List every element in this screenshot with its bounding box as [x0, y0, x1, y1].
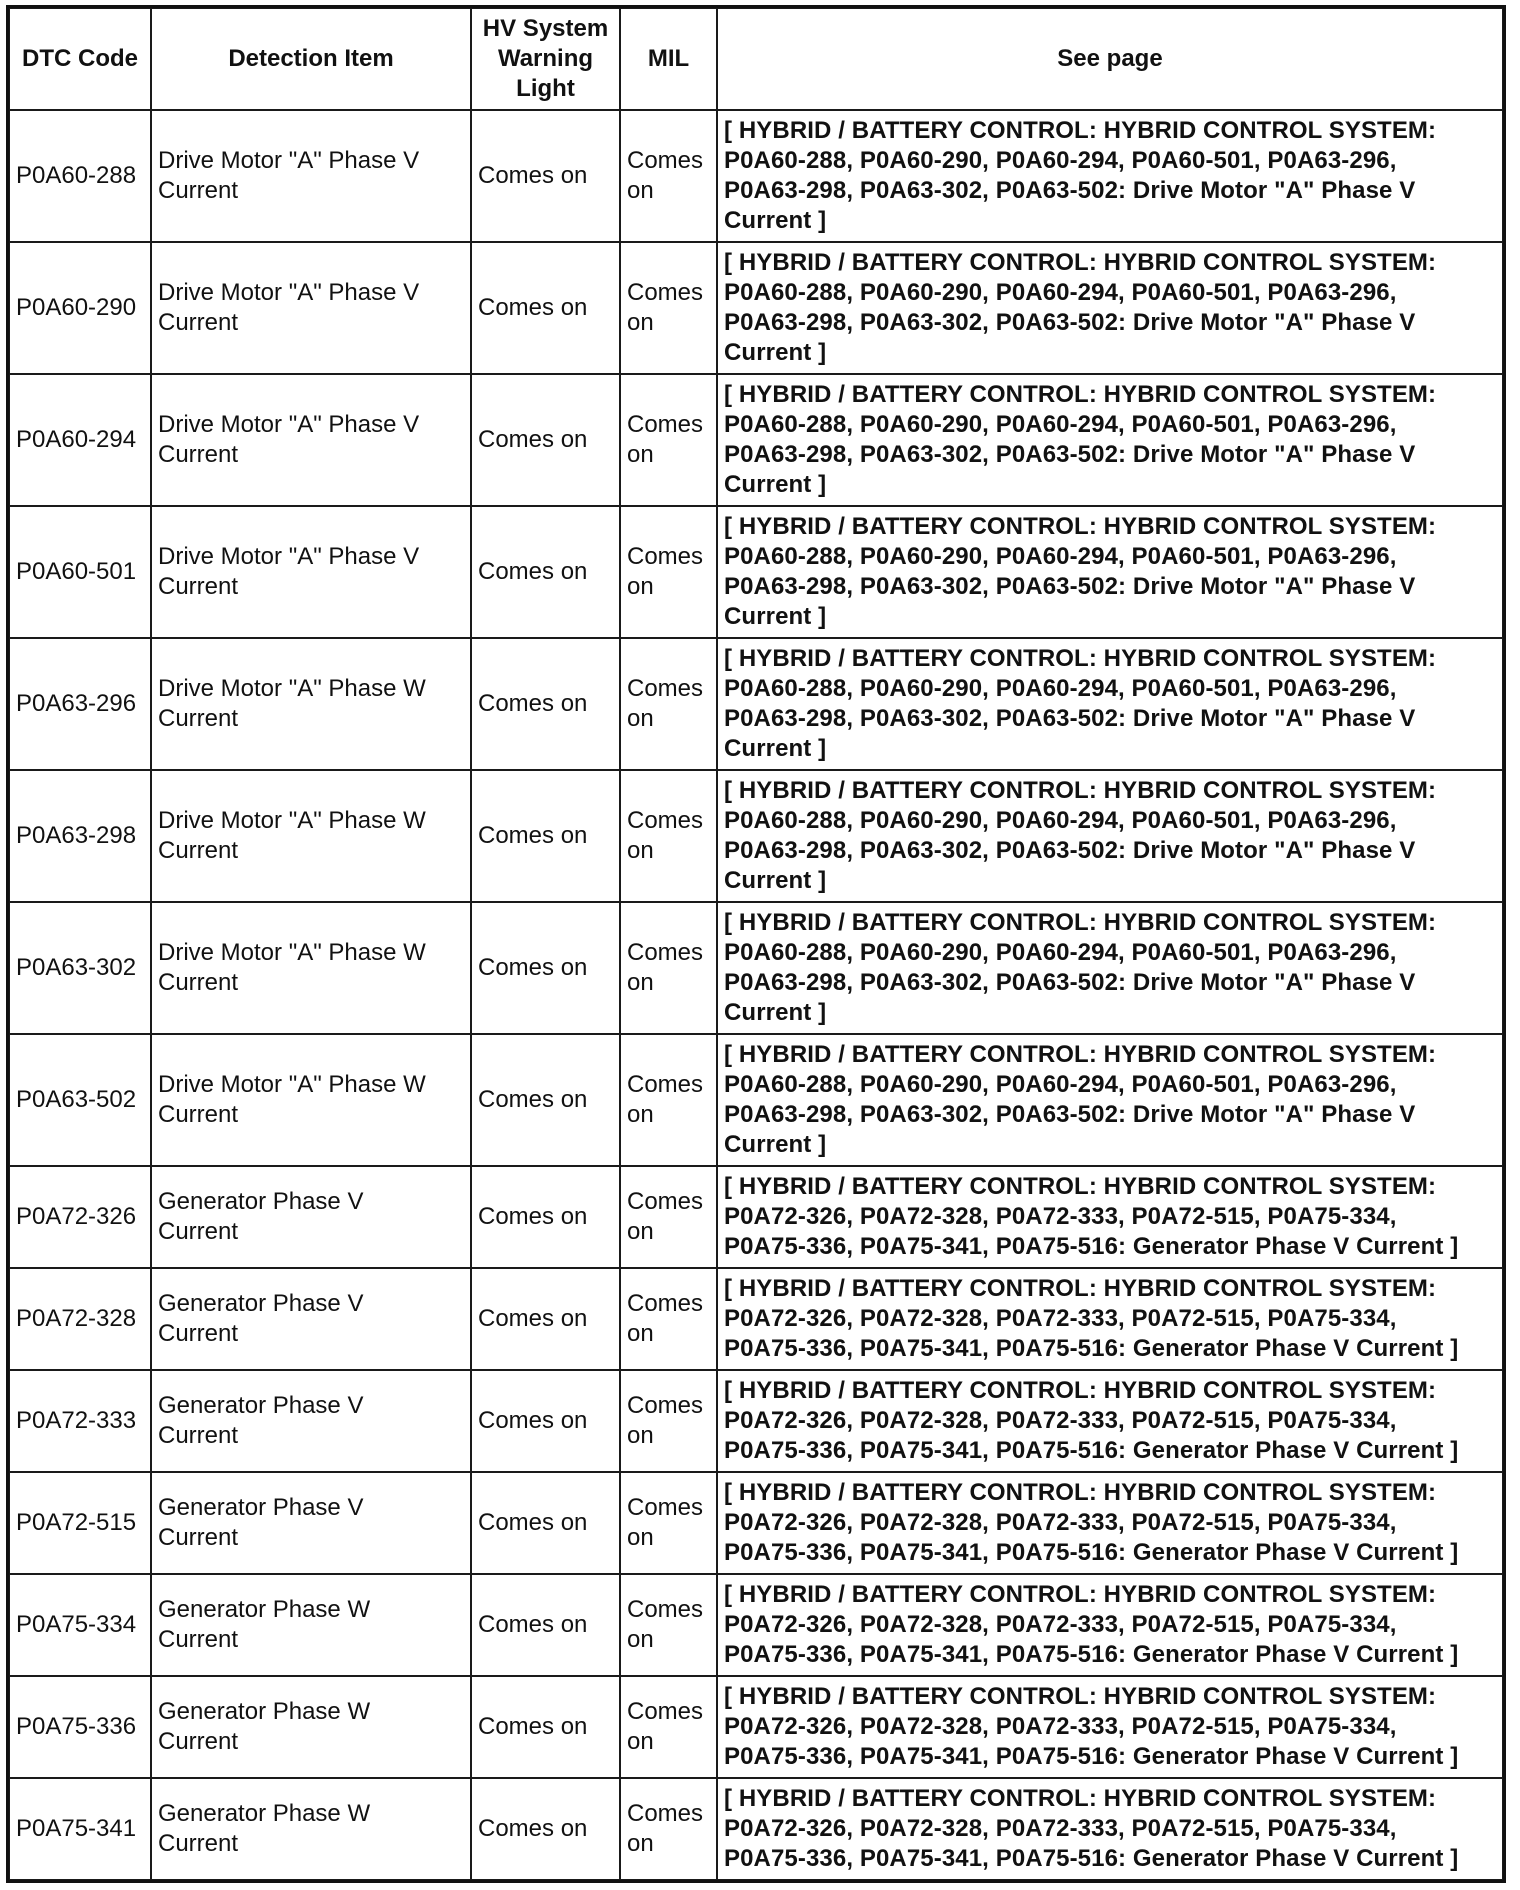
- see-page-reference[interactable]: [717, 1034, 1503, 1166]
- table-header: [9, 8, 1503, 110]
- reference-line: P0A72-326, P0A72-328, P0A72-333, P0A72-515, P0A75-334,: [724, 1407, 1397, 1434]
- dtc-code-cell: P0A72-328: [9, 1268, 151, 1370]
- see-page-reference[interactable]: [717, 1268, 1503, 1370]
- see-page-reference[interactable]: [717, 638, 1503, 770]
- mil-line: on: [627, 1524, 654, 1551]
- see-page-reference[interactable]: [717, 1166, 1503, 1268]
- detection-item-line: Drive Motor "A" Phase V: [158, 279, 420, 306]
- mil-cell: [620, 1034, 717, 1166]
- header-hv-warning-light: [471, 8, 620, 110]
- reference-line: [ HYBRID / BATTERY CONTROL: HYBRID CONTROL SYSTEM:: [724, 1581, 1437, 1608]
- reference-line: P0A75-336, P0A75-341, P0A75-516: Generator Phase V Current ]: [724, 1743, 1459, 1770]
- detection-item-line: Generator Phase W: [158, 1800, 371, 1827]
- mil-line: Comes: [627, 1800, 704, 1827]
- mil-line: Comes: [627, 1290, 704, 1317]
- see-page-reference[interactable]: [717, 242, 1503, 374]
- reference-line: P0A60-288, P0A60-290, P0A60-294, P0A60-501, P0A63-296,: [724, 147, 1397, 174]
- detection-item-cell: [151, 374, 471, 506]
- table-row: [9, 1268, 1503, 1370]
- table-row: [9, 770, 1503, 902]
- mil-cell: [620, 1472, 717, 1574]
- detection-item-cell: [151, 1472, 471, 1574]
- mil-line: Comes: [627, 807, 704, 834]
- reference-line: P0A63-298, P0A63-302, P0A63-502: Drive Motor "A" Phase V: [724, 441, 1416, 468]
- reference-line: P0A63-298, P0A63-302, P0A63-502: Drive Motor "A" Phase V: [724, 969, 1416, 996]
- dtc-code-cell: P0A72-333: [9, 1370, 151, 1472]
- dtc-code-cell: P0A75-341: [9, 1778, 151, 1880]
- mil-line: Comes: [627, 1698, 704, 1725]
- detection-item-cell: [151, 1034, 471, 1166]
- header-see-page: See page: [717, 8, 1503, 110]
- mil-line: Comes: [627, 411, 704, 438]
- reference-line: Current ]: [724, 1131, 827, 1158]
- hv-warning-cell: Comes on: [471, 110, 620, 242]
- mil-line: Comes: [627, 939, 704, 966]
- reference-line: Current ]: [724, 999, 827, 1026]
- hv-warning-cell: Comes on: [471, 1778, 620, 1880]
- hv-warning-cell: Comes on: [471, 1574, 620, 1676]
- detection-item-cell: [151, 110, 471, 242]
- detection-item-line: Current: [158, 1422, 239, 1449]
- detection-item-line: Generator Phase V: [158, 1188, 364, 1215]
- mil-cell: [620, 1370, 717, 1472]
- mil-line: Comes: [627, 1596, 704, 1623]
- see-page-reference[interactable]: [717, 1574, 1503, 1676]
- detection-item-line: Current: [158, 177, 239, 204]
- reference-line: [ HYBRID / BATTERY CONTROL: HYBRID CONTROL SYSTEM:: [724, 777, 1437, 804]
- dtc-code-cell: P0A63-296: [9, 638, 151, 770]
- reference-line: P0A63-298, P0A63-302, P0A63-502: Drive Motor "A" Phase V: [724, 573, 1416, 600]
- mil-line: on: [627, 1320, 654, 1347]
- mil-cell: [620, 1166, 717, 1268]
- mil-line: on: [627, 309, 654, 336]
- detection-item-line: Drive Motor "A" Phase V: [158, 411, 420, 438]
- header-row: [9, 8, 1503, 110]
- hv-warning-cell: Comes on: [471, 242, 620, 374]
- dtc-code-cell: P0A63-502: [9, 1034, 151, 1166]
- table-row: [9, 638, 1503, 770]
- detection-item-line: Current: [158, 705, 239, 732]
- see-page-reference[interactable]: [717, 1778, 1503, 1880]
- see-page-reference[interactable]: [717, 374, 1503, 506]
- mil-line: Comes: [627, 279, 704, 306]
- hv-warning-cell: Comes on: [471, 638, 620, 770]
- dtc-code-cell: P0A60-288: [9, 110, 151, 242]
- reference-line: P0A72-326, P0A72-328, P0A72-333, P0A72-515, P0A75-334,: [724, 1305, 1397, 1332]
- mil-cell: [620, 1676, 717, 1778]
- reference-line: P0A72-326, P0A72-328, P0A72-333, P0A72-515, P0A75-334,: [724, 1815, 1397, 1842]
- reference-line: Current ]: [724, 867, 827, 894]
- mil-line: on: [627, 837, 654, 864]
- mil-line: on: [627, 177, 654, 204]
- mil-line: on: [627, 705, 654, 732]
- hv-warning-cell: Comes on: [471, 506, 620, 638]
- mil-line: on: [627, 573, 654, 600]
- detection-item-line: Generator Phase W: [158, 1698, 371, 1725]
- reference-line: P0A72-326, P0A72-328, P0A72-333, P0A72-515, P0A75-334,: [724, 1509, 1397, 1536]
- mil-cell: [620, 242, 717, 374]
- mil-cell: [620, 1778, 717, 1880]
- dtc-code-cell: P0A72-326: [9, 1166, 151, 1268]
- reference-line: [ HYBRID / BATTERY CONTROL: HYBRID CONTROL SYSTEM:: [724, 909, 1437, 936]
- mil-cell: [620, 638, 717, 770]
- detection-item-line: Generator Phase V: [158, 1392, 364, 1419]
- mil-line: on: [627, 1422, 654, 1449]
- reference-line: P0A75-336, P0A75-341, P0A75-516: Generator Phase V Current ]: [724, 1641, 1459, 1668]
- see-page-reference[interactable]: [717, 1676, 1503, 1778]
- reference-line: Current ]: [724, 339, 827, 366]
- mil-line: on: [627, 1830, 654, 1857]
- detection-item-cell: [151, 506, 471, 638]
- table-row: [9, 1034, 1503, 1166]
- detection-item-cell: [151, 1574, 471, 1676]
- mil-line: Comes: [627, 1494, 704, 1521]
- detection-item-line: Current: [158, 969, 239, 996]
- reference-line: Current ]: [724, 207, 827, 234]
- reference-line: [ HYBRID / BATTERY CONTROL: HYBRID CONTROL SYSTEM:: [724, 1683, 1437, 1710]
- see-page-reference[interactable]: [717, 110, 1503, 242]
- reference-line: P0A63-298, P0A63-302, P0A63-502: Drive Motor "A" Phase V: [724, 177, 1416, 204]
- reference-line: P0A60-288, P0A60-290, P0A60-294, P0A60-501, P0A63-296,: [724, 675, 1397, 702]
- detection-item-cell: [151, 1370, 471, 1472]
- detection-item-line: Current: [158, 1830, 239, 1857]
- header-dtc-code: DTC Code: [9, 8, 151, 110]
- header-hv-line-3: Light: [516, 75, 575, 102]
- hv-warning-cell: Comes on: [471, 1676, 620, 1778]
- table-body: [9, 110, 1503, 1880]
- table-row: [9, 110, 1503, 242]
- hv-warning-cell: Comes on: [471, 1034, 620, 1166]
- table-row: [9, 1778, 1503, 1880]
- detection-item-line: Current: [158, 1626, 239, 1653]
- reference-line: [ HYBRID / BATTERY CONTROL: HYBRID CONTROL SYSTEM:: [724, 117, 1437, 144]
- mil-cell: [620, 770, 717, 902]
- table-row: [9, 1370, 1503, 1472]
- reference-line: [ HYBRID / BATTERY CONTROL: HYBRID CONTROL SYSTEM:: [724, 1377, 1437, 1404]
- hv-warning-cell: Comes on: [471, 1166, 620, 1268]
- detection-item-line: Drive Motor "A" Phase V: [158, 543, 420, 570]
- reference-line: [ HYBRID / BATTERY CONTROL: HYBRID CONTROL SYSTEM:: [724, 381, 1437, 408]
- table-row: [9, 1574, 1503, 1676]
- reference-line: [ HYBRID / BATTERY CONTROL: HYBRID CONTROL SYSTEM:: [724, 513, 1437, 540]
- reference-line: [ HYBRID / BATTERY CONTROL: HYBRID CONTROL SYSTEM:: [724, 1785, 1437, 1812]
- see-page-reference[interactable]: [717, 506, 1503, 638]
- reference-line: P0A75-336, P0A75-341, P0A75-516: Generator Phase V Current ]: [724, 1845, 1459, 1872]
- mil-cell: [620, 1574, 717, 1676]
- detection-item-line: Current: [158, 1728, 239, 1755]
- dtc-code-cell: P0A63-298: [9, 770, 151, 902]
- table-row: [9, 374, 1503, 506]
- reference-line: P0A75-336, P0A75-341, P0A75-516: Generator Phase V Current ]: [724, 1437, 1459, 1464]
- table-row: [9, 1166, 1503, 1268]
- dtc-code-cell: P0A60-501: [9, 506, 151, 638]
- detection-item-line: Generator Phase V: [158, 1290, 364, 1317]
- detection-item-cell: [151, 1268, 471, 1370]
- reference-line: P0A75-336, P0A75-341, P0A75-516: Generator Phase V Current ]: [724, 1233, 1459, 1260]
- mil-line: on: [627, 1626, 654, 1653]
- mil-cell: [620, 374, 717, 506]
- hv-warning-cell: Comes on: [471, 374, 620, 506]
- reference-line: [ HYBRID / BATTERY CONTROL: HYBRID CONTROL SYSTEM:: [724, 1479, 1437, 1506]
- hv-warning-cell: Comes on: [471, 1268, 620, 1370]
- mil-line: Comes: [627, 147, 704, 174]
- detection-item-cell: [151, 638, 471, 770]
- reference-line: P0A60-288, P0A60-290, P0A60-294, P0A60-501, P0A63-296,: [724, 939, 1397, 966]
- detection-item-line: Current: [158, 1320, 239, 1347]
- reference-line: P0A72-326, P0A72-328, P0A72-333, P0A72-515, P0A75-334,: [724, 1611, 1397, 1638]
- reference-line: P0A63-298, P0A63-302, P0A63-502: Drive Motor "A" Phase V: [724, 309, 1416, 336]
- mil-line: Comes: [627, 543, 704, 570]
- mil-line: Comes: [627, 1188, 704, 1215]
- mil-cell: [620, 110, 717, 242]
- reference-line: [ HYBRID / BATTERY CONTROL: HYBRID CONTROL SYSTEM:: [724, 645, 1437, 672]
- see-page-reference[interactable]: [717, 770, 1503, 902]
- mil-cell: [620, 902, 717, 1034]
- reference-line: Current ]: [724, 735, 827, 762]
- detection-item-line: Current: [158, 1218, 239, 1245]
- hv-warning-cell: Comes on: [471, 770, 620, 902]
- detection-item-cell: [151, 770, 471, 902]
- reference-line: P0A72-326, P0A72-328, P0A72-333, P0A72-515, P0A75-334,: [724, 1713, 1397, 1740]
- mil-cell: [620, 506, 717, 638]
- detection-item-line: Generator Phase V: [158, 1494, 364, 1521]
- detection-item-line: Drive Motor "A" Phase W: [158, 1071, 426, 1098]
- reference-line: P0A63-298, P0A63-302, P0A63-502: Drive Motor "A" Phase V: [724, 837, 1416, 864]
- detection-item-cell: [151, 242, 471, 374]
- detection-item-cell: [151, 1778, 471, 1880]
- hv-warning-cell: Comes on: [471, 902, 620, 1034]
- see-page-reference[interactable]: [717, 902, 1503, 1034]
- detection-item-cell: [151, 1166, 471, 1268]
- mil-line: Comes: [627, 675, 704, 702]
- mil-line: on: [627, 969, 654, 996]
- table-row: [9, 902, 1503, 1034]
- see-page-reference[interactable]: [717, 1472, 1503, 1574]
- table-row: [9, 506, 1503, 638]
- reference-line: [ HYBRID / BATTERY CONTROL: HYBRID CONTROL SYSTEM:: [724, 1275, 1437, 1302]
- detection-item-line: Current: [158, 573, 239, 600]
- reference-line: [ HYBRID / BATTERY CONTROL: HYBRID CONTROL SYSTEM:: [724, 1173, 1437, 1200]
- dtc-code-cell: P0A60-294: [9, 374, 151, 506]
- reference-line: P0A60-288, P0A60-290, P0A60-294, P0A60-501, P0A63-296,: [724, 1071, 1397, 1098]
- reference-line: P0A60-288, P0A60-290, P0A60-294, P0A60-501, P0A63-296,: [724, 279, 1397, 306]
- detection-item-line: Current: [158, 1524, 239, 1551]
- detection-item-line: Current: [158, 309, 239, 336]
- reference-line: P0A60-288, P0A60-290, P0A60-294, P0A60-501, P0A63-296,: [724, 807, 1397, 834]
- table-row: [9, 1676, 1503, 1778]
- detection-item-line: Current: [158, 1101, 239, 1128]
- reference-line: P0A63-298, P0A63-302, P0A63-502: Drive Motor "A" Phase V: [724, 1101, 1416, 1128]
- dtc-code-cell: P0A75-334: [9, 1574, 151, 1676]
- header-detection-item: Detection Item: [151, 8, 471, 110]
- reference-line: P0A75-336, P0A75-341, P0A75-516: Generator Phase V Current ]: [724, 1335, 1459, 1362]
- reference-line: P0A63-298, P0A63-302, P0A63-502: Drive Motor "A" Phase V: [724, 705, 1416, 732]
- table-row: [9, 242, 1503, 374]
- mil-cell: [620, 1268, 717, 1370]
- dtc-code-cell: P0A60-290: [9, 242, 151, 374]
- detection-item-line: Drive Motor "A" Phase V: [158, 147, 420, 174]
- mil-line: Comes: [627, 1392, 704, 1419]
- reference-line: P0A75-336, P0A75-341, P0A75-516: Generator Phase V Current ]: [724, 1539, 1459, 1566]
- dtc-code-cell: P0A75-336: [9, 1676, 151, 1778]
- mil-line: Comes: [627, 1071, 704, 1098]
- detection-item-line: Current: [158, 837, 239, 864]
- reference-line: Current ]: [724, 471, 827, 498]
- hv-warning-cell: Comes on: [471, 1472, 620, 1574]
- header-hv-line-2: Warning: [497, 45, 594, 72]
- mil-line: on: [627, 1101, 654, 1128]
- mil-line: on: [627, 441, 654, 468]
- detection-item-cell: [151, 1676, 471, 1778]
- detection-item-line: Drive Motor "A" Phase W: [158, 807, 426, 834]
- detection-item-line: Current: [158, 441, 239, 468]
- table-row: [9, 1472, 1503, 1574]
- reference-line: [ HYBRID / BATTERY CONTROL: HYBRID CONTROL SYSTEM:: [724, 1041, 1437, 1068]
- reference-line: P0A60-288, P0A60-290, P0A60-294, P0A60-501, P0A63-296,: [724, 543, 1397, 570]
- header-mil: MIL: [620, 8, 717, 110]
- mil-line: on: [627, 1728, 654, 1755]
- see-page-reference[interactable]: [717, 1370, 1503, 1472]
- detection-item-cell: [151, 902, 471, 1034]
- mil-line: on: [627, 1218, 654, 1245]
- reference-line: Current ]: [724, 603, 827, 630]
- reference-line: P0A72-326, P0A72-328, P0A72-333, P0A72-515, P0A75-334,: [724, 1203, 1397, 1230]
- reference-line: [ HYBRID / BATTERY CONTROL: HYBRID CONTROL SYSTEM:: [724, 249, 1437, 276]
- reference-line: P0A60-288, P0A60-290, P0A60-294, P0A60-501, P0A63-296,: [724, 411, 1397, 438]
- dtc-code-cell: P0A72-515: [9, 1472, 151, 1574]
- detection-item-line: Generator Phase W: [158, 1596, 371, 1623]
- header-hv-line-1: HV System: [482, 15, 609, 42]
- hv-warning-cell: Comes on: [471, 1370, 620, 1472]
- dtc-code-cell: P0A63-302: [9, 902, 151, 1034]
- detection-item-line: Drive Motor "A" Phase W: [158, 939, 426, 966]
- dtc-table: [8, 7, 1504, 1881]
- detection-item-line: Drive Motor "A" Phase W: [158, 675, 426, 702]
